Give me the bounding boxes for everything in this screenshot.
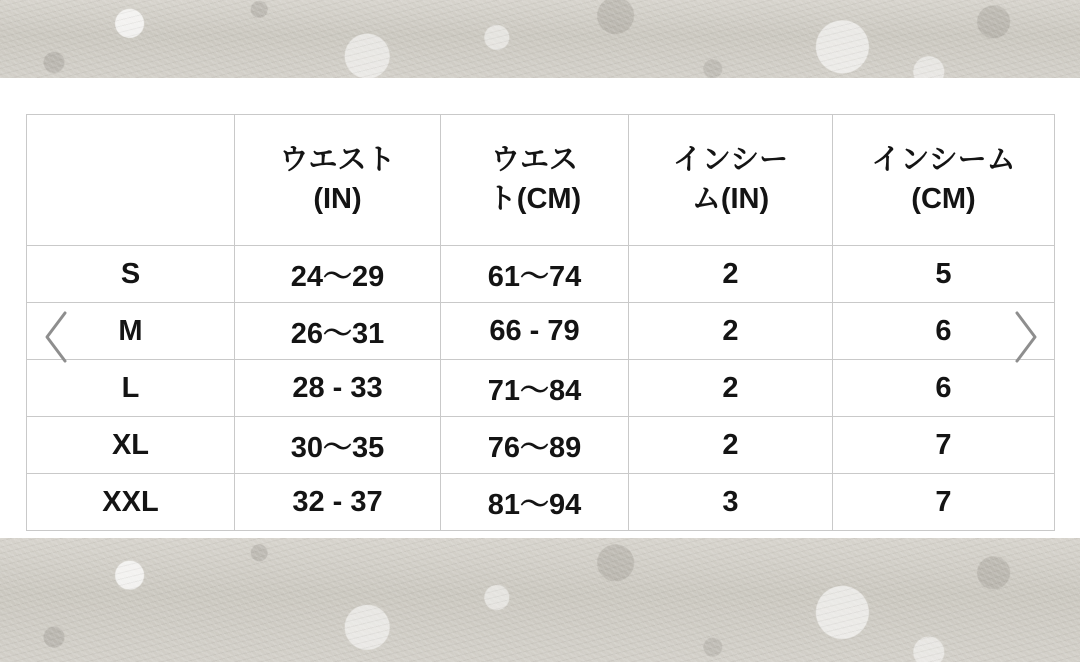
column-header-inseam-cm-line2: (CM) (911, 183, 976, 215)
carousel-prev-button[interactable] (34, 306, 78, 368)
cell-inseam-in: 2 (629, 417, 833, 474)
column-header-inseam-in-line1: インシー (672, 144, 789, 177)
column-header-inseam-in-line2: ム(IN) (691, 183, 770, 215)
column-header-waist-cm-line2: ト(CM) (487, 183, 582, 215)
table-row (27, 474, 1055, 531)
table-row (27, 417, 1055, 474)
column-header-inseam-in (629, 115, 833, 246)
cell-size: M (27, 303, 235, 360)
column-header-waist-cm (441, 115, 629, 246)
cell-waist-cm: 71〜84 (441, 360, 629, 417)
concrete-texture-top (0, 0, 1080, 78)
cell-waist-in: 26〜31 (235, 303, 441, 360)
cell-inseam-cm: 7 (833, 417, 1055, 474)
cell-size: XXL (27, 474, 235, 531)
cell-waist-cm: 76〜89 (441, 417, 629, 474)
cell-size: S (27, 246, 235, 303)
cell-waist-in: 24〜29 (235, 246, 441, 303)
cell-inseam-cm: 6 (833, 360, 1055, 417)
column-header-waist-in-line1: ウエスト (279, 144, 396, 177)
column-header-size (27, 115, 235, 246)
column-header-inseam-cm-line1: インシーム (871, 144, 1016, 177)
table-row (27, 303, 1055, 360)
carousel-next-button[interactable] (1004, 306, 1048, 368)
cell-inseam-in: 2 (629, 246, 833, 303)
table-header-row (27, 115, 1055, 246)
cell-waist-cm: 61〜74 (441, 246, 629, 303)
column-header-waist-in-line2: (IN) (313, 183, 362, 215)
size-chart-table (26, 114, 1055, 531)
cell-waist-cm: 66 - 79 (441, 303, 629, 360)
cell-waist-cm: 81〜94 (441, 474, 629, 531)
cell-inseam-cm: 6 (833, 303, 1055, 360)
size-chart-table-wrapper (26, 114, 1054, 531)
cell-inseam-in: 2 (629, 360, 833, 417)
concrete-texture-bottom (0, 538, 1080, 662)
chevron-left-icon (41, 310, 71, 364)
cell-waist-in: 28 - 33 (235, 360, 441, 417)
chevron-right-icon (1011, 310, 1041, 364)
column-header-waist-in (235, 115, 441, 246)
cell-inseam-cm: 7 (833, 474, 1055, 531)
column-header-inseam-cm (833, 115, 1055, 246)
cell-inseam-cm: 5 (833, 246, 1055, 303)
cell-waist-in: 32 - 37 (235, 474, 441, 531)
cell-inseam-in: 2 (629, 303, 833, 360)
cell-inseam-in: 3 (629, 474, 833, 531)
table-row (27, 246, 1055, 303)
cell-waist-in: 30〜35 (235, 417, 441, 474)
column-header-waist-cm-line1: ウエス (490, 144, 578, 177)
cell-size: XL (27, 417, 235, 474)
cell-size: L (27, 360, 235, 417)
table-row (27, 360, 1055, 417)
